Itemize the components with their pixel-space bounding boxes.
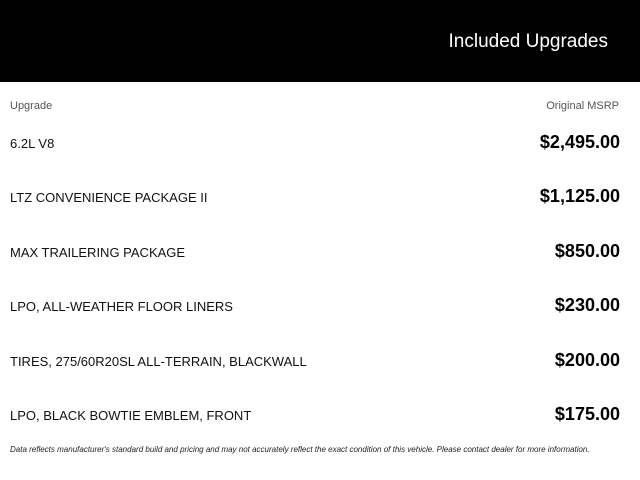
upgrade-name: TIRES, 275/60R20SL ALL-TERRAIN, BLACKWALL: [10, 354, 307, 369]
upgrade-name: LPO, ALL-WEATHER FLOOR LINERS: [10, 299, 233, 314]
table-row: [10, 293, 620, 321]
upgrade-price: $200.00: [554, 350, 620, 370]
column-header-upgrade: Upgrade: [10, 100, 53, 112]
header-bar: [0, 0, 640, 82]
upgrade-price: $2,495.00: [539, 132, 620, 152]
upgrade-name: 6.2L V8: [10, 136, 55, 151]
upgrade-name: LTZ CONVENIENCE PACKAGE II: [10, 190, 208, 205]
upgrade-price: $850.00: [554, 241, 620, 261]
upgrade-name: LPO, BLACK BOWTIE EMBLEM, FRONT: [10, 408, 252, 423]
upgrade-name: MAX TRAILERING PACKAGE: [10, 245, 186, 260]
upgrade-price: $1,125.00: [539, 186, 620, 206]
table-row: [10, 402, 620, 430]
upgrade-price: $175.00: [554, 404, 620, 424]
column-header-original-msrp: Original MSRP: [546, 100, 619, 112]
page-title: Included Upgrades: [448, 31, 608, 52]
table-row: [10, 130, 620, 158]
table-row: [10, 348, 620, 376]
upgrade-price: $230.00: [554, 295, 620, 315]
table-row: [10, 239, 620, 267]
table-row: [10, 184, 620, 212]
disclaimer-text: Data reflects manufacturer's standard build and pricing and may not accurately reflect the exact condition of this vehicle. Please contact dealer for more information.: [10, 445, 590, 454]
